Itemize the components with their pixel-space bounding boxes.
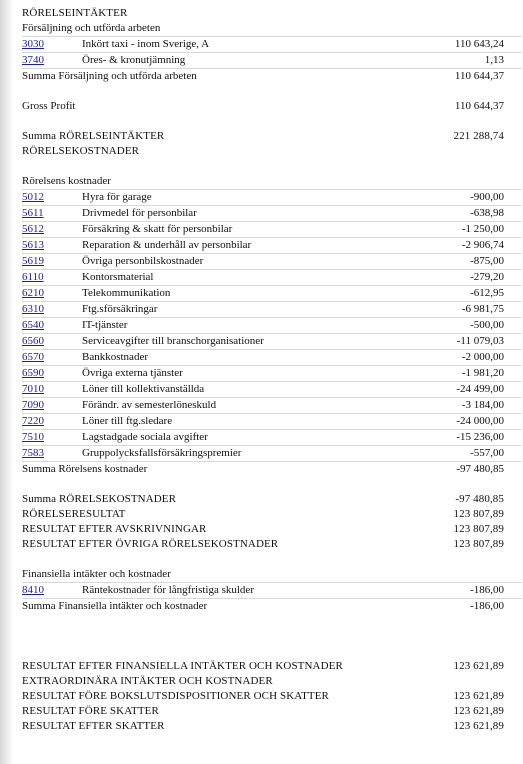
account-description: Räntekostnader för långfristiga skulder <box>82 584 254 596</box>
result-amount: -97 480,85 <box>455 493 504 505</box>
account-amount: -1 250,00 <box>461 223 504 235</box>
result-label: RESULTAT FÖRE SKATTER <box>22 705 159 717</box>
result-label: RESULTAT EFTER AVSKRIVNINGAR <box>22 523 207 535</box>
section-title-text: RÖRELSEINTÄKTER <box>22 7 128 19</box>
account-row <box>22 318 522 334</box>
account-description: Försäkring & skatt för personbilar <box>82 223 233 235</box>
account-amount: -6 981,75 <box>461 303 504 315</box>
results-block-2 <box>22 659 522 734</box>
account-row <box>22 366 522 382</box>
account-row <box>22 430 522 446</box>
result-row <box>22 507 522 522</box>
sales-rows <box>22 37 522 69</box>
account-row <box>22 270 522 286</box>
account-description: Löner till kollektivanställda <box>82 383 205 395</box>
result-amount: 123 621,89 <box>453 705 504 717</box>
account-row <box>22 583 522 599</box>
account-row <box>22 206 522 222</box>
result-label: Summa RÖRELSEKOSTNADER <box>22 493 177 505</box>
account-amount: -638,98 <box>470 207 504 219</box>
cost-rows <box>22 190 522 462</box>
account-amount: -500,00 <box>470 319 504 331</box>
account-code-link[interactable]: 5619 <box>22 255 44 267</box>
result-label: RESULTAT EFTER ÖVRIGA RÖRELSEKOSTNADER <box>22 538 279 550</box>
account-code-link[interactable]: 3030 <box>22 38 44 50</box>
account-description: Bankkostnader <box>82 351 148 363</box>
account-description: Kontorsmaterial <box>82 271 154 283</box>
account-row <box>22 382 522 398</box>
account-code-link[interactable]: 6110 <box>22 271 44 283</box>
results-block-1 <box>22 492 522 552</box>
sales-heading: Försäljning och utförda arbeten <box>22 21 522 37</box>
result-row <box>22 659 522 674</box>
account-description: Löner till ftg.sledare <box>82 415 173 427</box>
result-amount: 123 807,89 <box>453 508 504 520</box>
account-code-link[interactable]: 6570 <box>22 351 44 363</box>
account-code-link[interactable]: 7220 <box>22 415 44 427</box>
account-row <box>22 190 522 206</box>
account-code-link[interactable]: 6310 <box>22 303 44 315</box>
account-amount: -24 499,00 <box>456 383 504 395</box>
account-amount: -24 000,00 <box>456 415 504 427</box>
result-row <box>22 492 522 507</box>
result-row <box>22 719 522 734</box>
account-row <box>22 350 522 366</box>
result-row <box>22 689 522 704</box>
account-code-link[interactable]: 6590 <box>22 367 44 379</box>
financial-rows <box>22 583 522 599</box>
account-description: Inkört taxi - inom Sverige, A <box>82 38 210 50</box>
account-amount: -2 906,74 <box>461 239 504 251</box>
account-description: Gruppolycksfallsförsäkringspremier <box>82 447 242 459</box>
account-amount: -186,00 <box>470 584 504 596</box>
account-description: Övriga personbilskostnader <box>82 255 204 267</box>
account-row <box>22 286 522 302</box>
result-label: RÖRELSERESULTAT <box>22 508 126 520</box>
result-amount: 123 621,89 <box>453 690 504 702</box>
account-amount: -1 981,20 <box>461 367 504 379</box>
account-code-link[interactable]: 5012 <box>22 191 44 203</box>
section-title-costs: RÖRELSEKOSTNADER <box>22 145 140 157</box>
account-row <box>22 302 522 318</box>
account-code-link[interactable]: 5612 <box>22 223 44 235</box>
result-amount: 123 807,89 <box>453 523 504 535</box>
result-amount: 123 621,89 <box>453 720 504 732</box>
financial-sum-row: Summa Finansiella intäkter och kostnader -186,00 <box>22 600 504 612</box>
account-description: Lagstadgade sociala avgifter <box>82 431 208 443</box>
account-amount: -15 236,00 <box>456 431 504 443</box>
result-row <box>22 537 522 552</box>
account-description: Serviceavgifter till branschorganisationer <box>82 335 264 347</box>
account-code-link[interactable]: 6560 <box>22 335 44 347</box>
account-amount: 110 643,24 <box>454 38 504 50</box>
account-description: IT-tjänster <box>82 319 128 331</box>
account-amount: -279,20 <box>470 271 504 283</box>
financial-heading: Finansiella intäkter och kostnader <box>22 567 522 583</box>
account-code-link[interactable]: 3740 <box>22 54 44 66</box>
account-row <box>22 254 522 270</box>
account-amount: -612,95 <box>470 287 504 299</box>
account-row <box>22 53 522 69</box>
account-amount: -557,00 <box>470 447 504 459</box>
account-description: Hyra för garage <box>82 191 152 203</box>
account-code-link[interactable]: 7090 <box>22 399 44 411</box>
costs-sum-row: Summa Rörelsens kostnader -97 480,85 <box>22 463 504 475</box>
account-amount: -11 079,03 <box>456 335 504 347</box>
account-description: Drivmedel för personbilar <box>82 207 197 219</box>
sales-sum-row: Summa Försäljning och utförda arbeten 110 644,37 <box>22 70 504 82</box>
result-amount: 123 807,89 <box>453 538 504 550</box>
result-row <box>22 704 522 719</box>
account-row <box>22 222 522 238</box>
sum-revenue-row: Summa RÖRELSEINTÄKTER 221 288,74 <box>22 130 504 142</box>
account-description: Reparation & underhåll av personbilar <box>82 239 252 251</box>
account-code-link[interactable]: 7583 <box>22 447 44 459</box>
result-label: RESULTAT EFTER SKATTER <box>22 720 165 732</box>
gross-profit-row: Gross Profit 110 644,37 <box>22 100 504 112</box>
account-code-link[interactable]: 7010 <box>22 383 44 395</box>
account-row <box>22 398 522 414</box>
account-code-link[interactable]: 8410 <box>22 584 44 596</box>
account-row <box>22 334 522 350</box>
account-row <box>22 37 522 53</box>
costs-heading: Rörelsens kostnader <box>22 174 522 190</box>
account-description: Telekommunikation <box>82 287 171 299</box>
account-code-link[interactable]: 5613 <box>22 239 44 251</box>
page-left-edge <box>0 0 14 764</box>
result-amount: 123 621,89 <box>453 660 504 672</box>
section-title-revenue <box>22 6 522 21</box>
account-row <box>22 238 522 254</box>
account-code-link[interactable]: 6210 <box>22 287 44 299</box>
account-description: Förändr. av semesterlöneskuld <box>82 399 217 411</box>
account-amount: -900,00 <box>470 191 504 203</box>
account-code-link[interactable]: 6540 <box>22 319 44 331</box>
result-row <box>22 674 522 689</box>
account-description: Öres- & kronutjämning <box>82 54 186 66</box>
result-label: RESULTAT EFTER FINANSIELLA INTÄKTER OCH KOSTNADER <box>22 660 343 672</box>
account-row <box>22 414 522 430</box>
account-amount: -875,00 <box>470 255 504 267</box>
result-label: RESULTAT FÖRE BOKSLUTSDISPOSITIONER OCH SKATTER <box>22 690 329 702</box>
account-description: Ftg.sförsäkringar <box>82 303 158 315</box>
account-code-link[interactable]: 7510 <box>22 431 44 443</box>
account-amount: 1,13 <box>484 54 504 66</box>
result-row <box>22 522 522 537</box>
income-statement <box>22 6 522 734</box>
account-code-link[interactable]: 5611 <box>22 207 44 219</box>
account-description: Övriga externa tjänster <box>82 367 183 379</box>
account-row <box>22 446 522 462</box>
account-amount: -2 000,00 <box>461 351 504 363</box>
account-amount: -3 184,00 <box>461 399 504 411</box>
result-label: EXTRAORDINÄRA INTÄKTER OCH KOSTNADER <box>22 675 273 687</box>
